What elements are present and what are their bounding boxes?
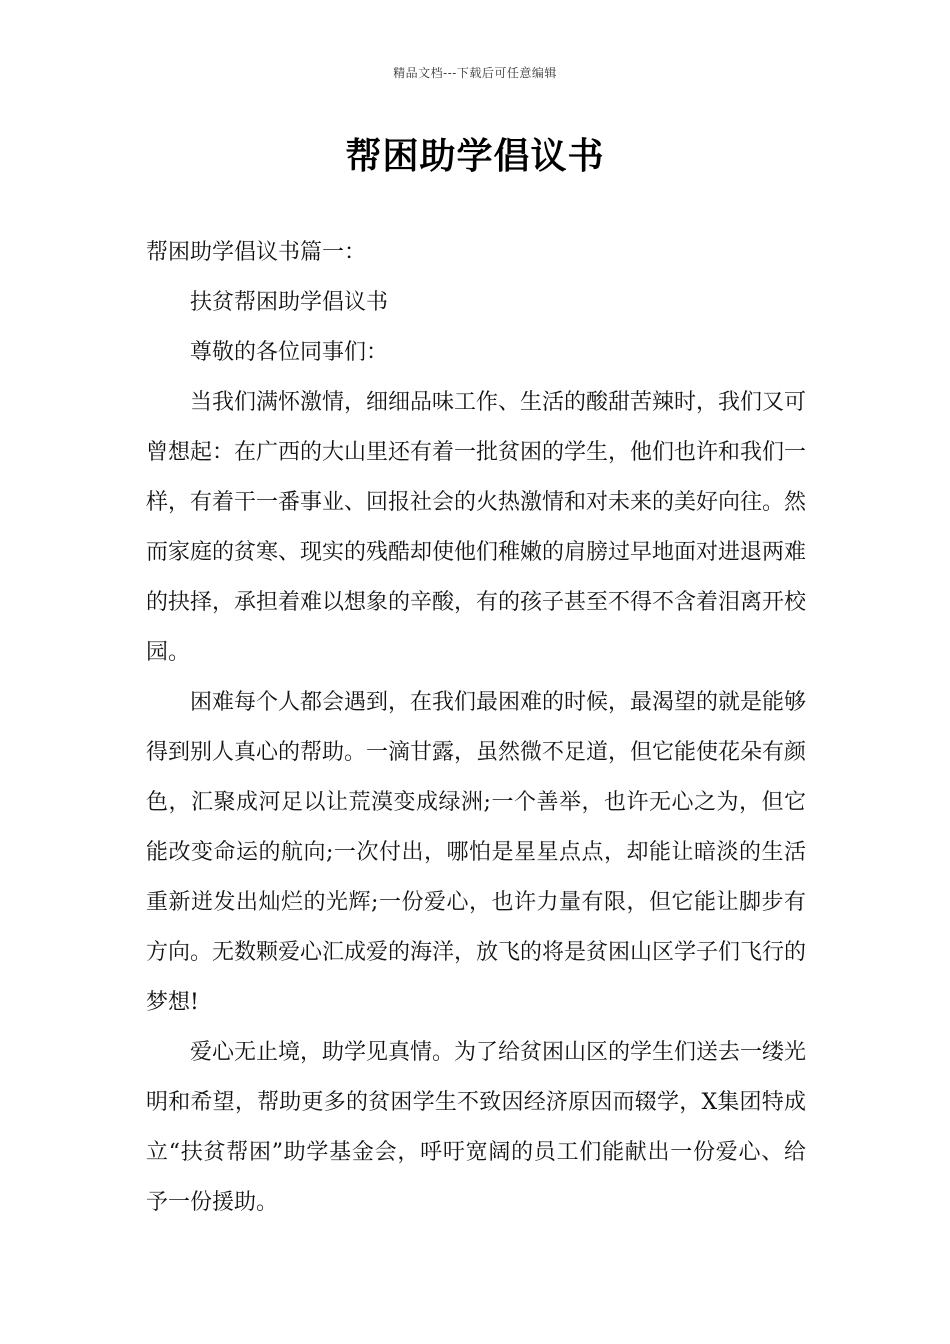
subtitle: 扶贫帮困助学倡议书 <box>190 290 389 315</box>
section-heading: 帮困助学倡议书篇一： <box>146 240 367 265</box>
header-note: 精品文档---下载后可任意编辑 <box>393 66 557 80</box>
body-paragraph: 当我们满怀激情，细细品味工作、生活的酸甜苦辣时，我们又可曾想起：在广西的大山里还有着一批贫困的学生，他们也许和我们一样，有着干一番事业、回报社会的火热激情和对未来的美好向往。然而家庭的贫寒、现实的残酷却使他们稚嫩的肩膀过早地面对进退两难的抉择，承担着难以想象的辛酸，有的孩子甚至不得不含着泪离开校园。 <box>146 390 807 665</box>
document-title: 帮困助学倡议书 <box>345 136 605 177</box>
body-paragraph: 困难每个人都会遇到，在我们最困难的时候，最渴望的就是能够得到别人真心的帮助。一滴甘露，虽然微不足道，但它能使花朵有颜色，汇聚成河足以让荒漠变成绿洲;一个善举，也许无心之为，但它能改变命运的航向;一次付出，哪怕是星星点点，却能让暗淡的生活重新迸发出灿烂的光辉;一份爱心，也许力量有限，但它能让脚步有方向。无数颗爱心汇成爱的海洋，放飞的将是贫困山区学子们飞行的梦想! <box>146 690 807 1015</box>
body-paragraph: 爱心无止境，助学见真情。为了给贫困山区的学生们送去一缕光明和希望，帮助更多的贫困学生不致因经济原因而辍学，X集团特成立“扶贫帮困”助学基金会，呼吁宽阔的员工们能献出一份爱心、给予一份援助。 <box>146 1040 807 1215</box>
salutation: 尊敬的各位同事们： <box>190 340 389 365</box>
document-body <box>146 228 806 1228</box>
